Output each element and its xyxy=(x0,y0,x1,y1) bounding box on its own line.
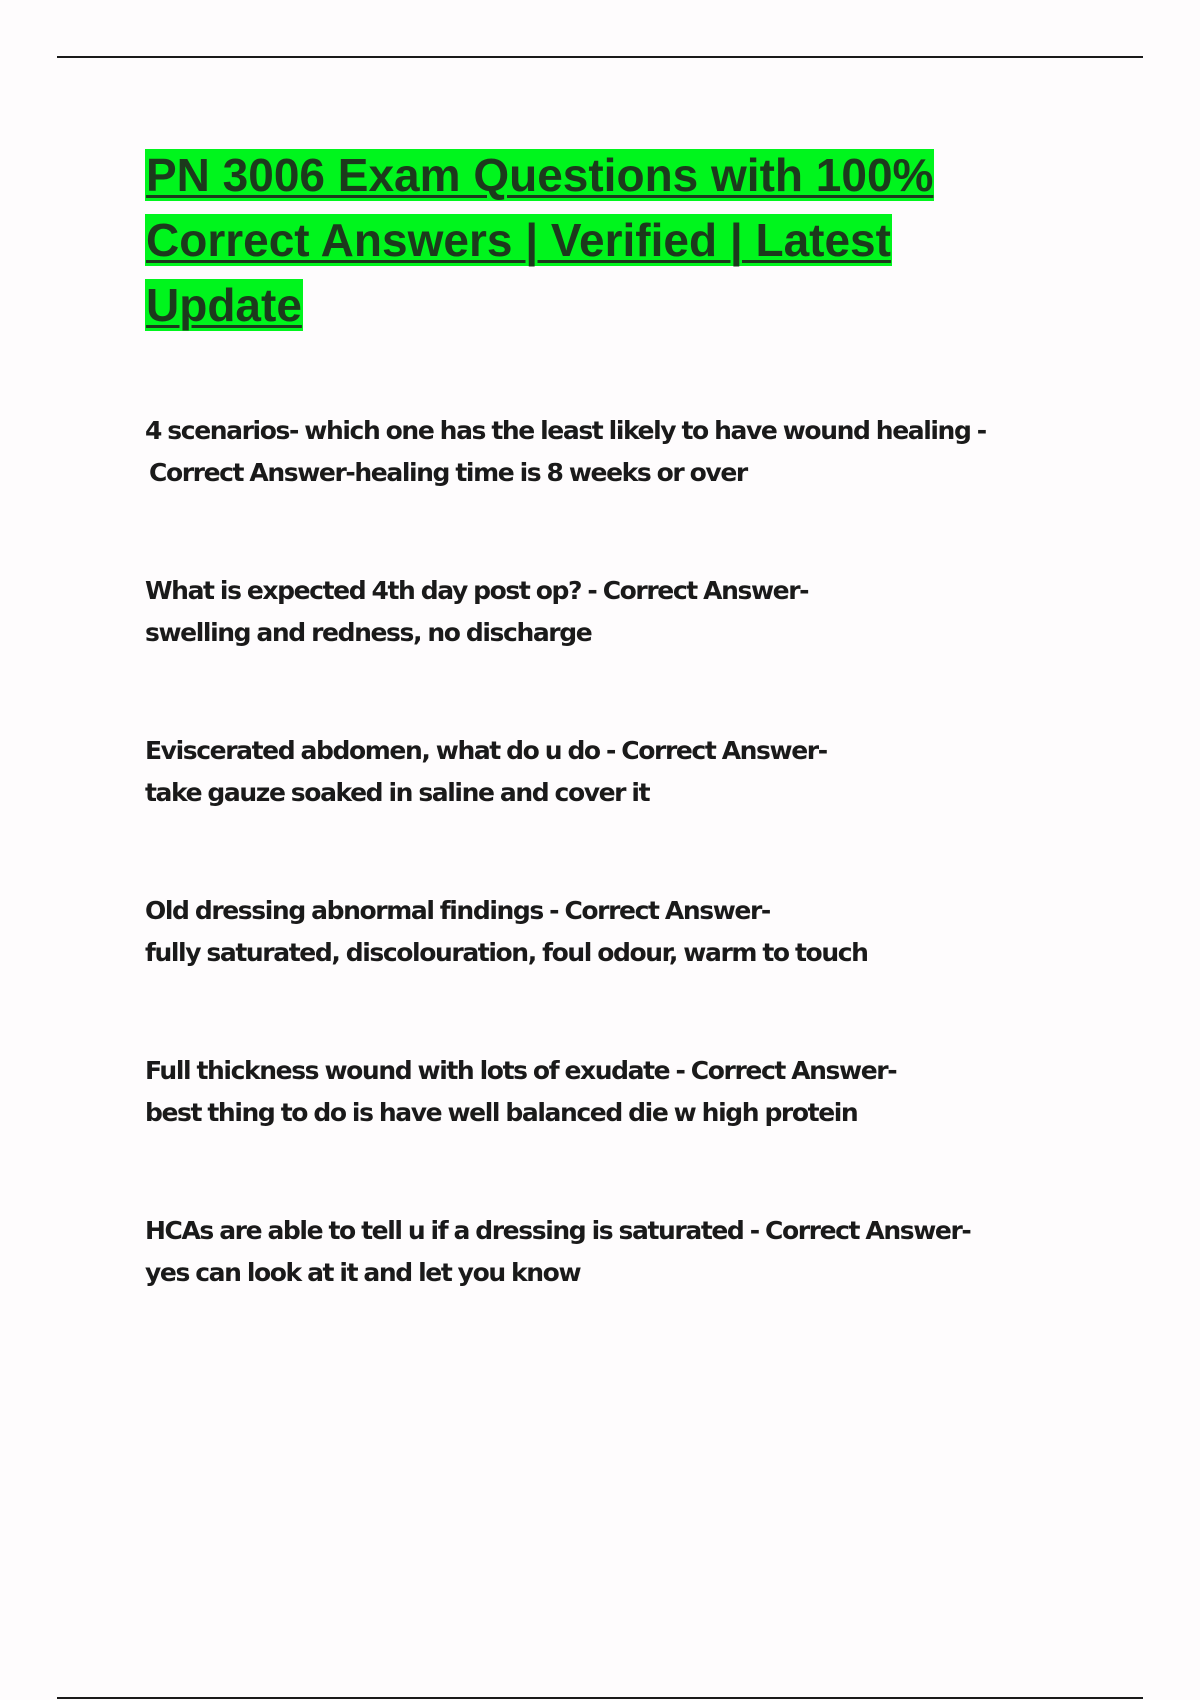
answer-text: swelling and redness, no discharge xyxy=(145,618,592,647)
answer-text: take gauze soaked in saline and cover it xyxy=(145,778,650,807)
question-text: 4 scenarios- which one has the least likely to have wound healing - xyxy=(145,416,986,445)
answer-text: Correct Answer-healing time is 8 weeks or over xyxy=(149,458,747,487)
qa-item xyxy=(145,1050,1045,1210)
qa-item xyxy=(145,890,1045,1050)
question-text: Full thickness wound with lots of exudate - Correct Answer- xyxy=(145,1056,897,1085)
answer-text: best thing to do is have well balanced die w high protein xyxy=(145,1098,858,1127)
qa-item xyxy=(145,570,1045,730)
answer-text: yes can look at it and let you know xyxy=(145,1258,581,1287)
qa-item xyxy=(145,1210,1045,1370)
title-highlight: PN 3006 Exam Questions with 100% Correct Answers | Verified | Latest Update xyxy=(146,149,934,331)
question-text: Eviscerated abdomen, what do u do - Correct Answer- xyxy=(145,736,827,765)
header-rule xyxy=(57,56,1143,58)
qa-list xyxy=(145,410,1045,1370)
question-text: Old dressing abnormal findings - Correct Answer- xyxy=(145,896,770,925)
answer-text: fully saturated, discolouration, foul odour, warm to touch xyxy=(145,938,868,967)
qa-item xyxy=(145,730,1045,890)
document-title xyxy=(145,143,1005,338)
qa-item xyxy=(145,410,1045,570)
question-text: HCAs are able to tell u if a dressing is saturated - Correct Answer- xyxy=(145,1216,971,1245)
footer-rule xyxy=(57,1697,1143,1699)
question-text: What is expected 4th day post op? - Correct Answer- xyxy=(145,576,809,605)
